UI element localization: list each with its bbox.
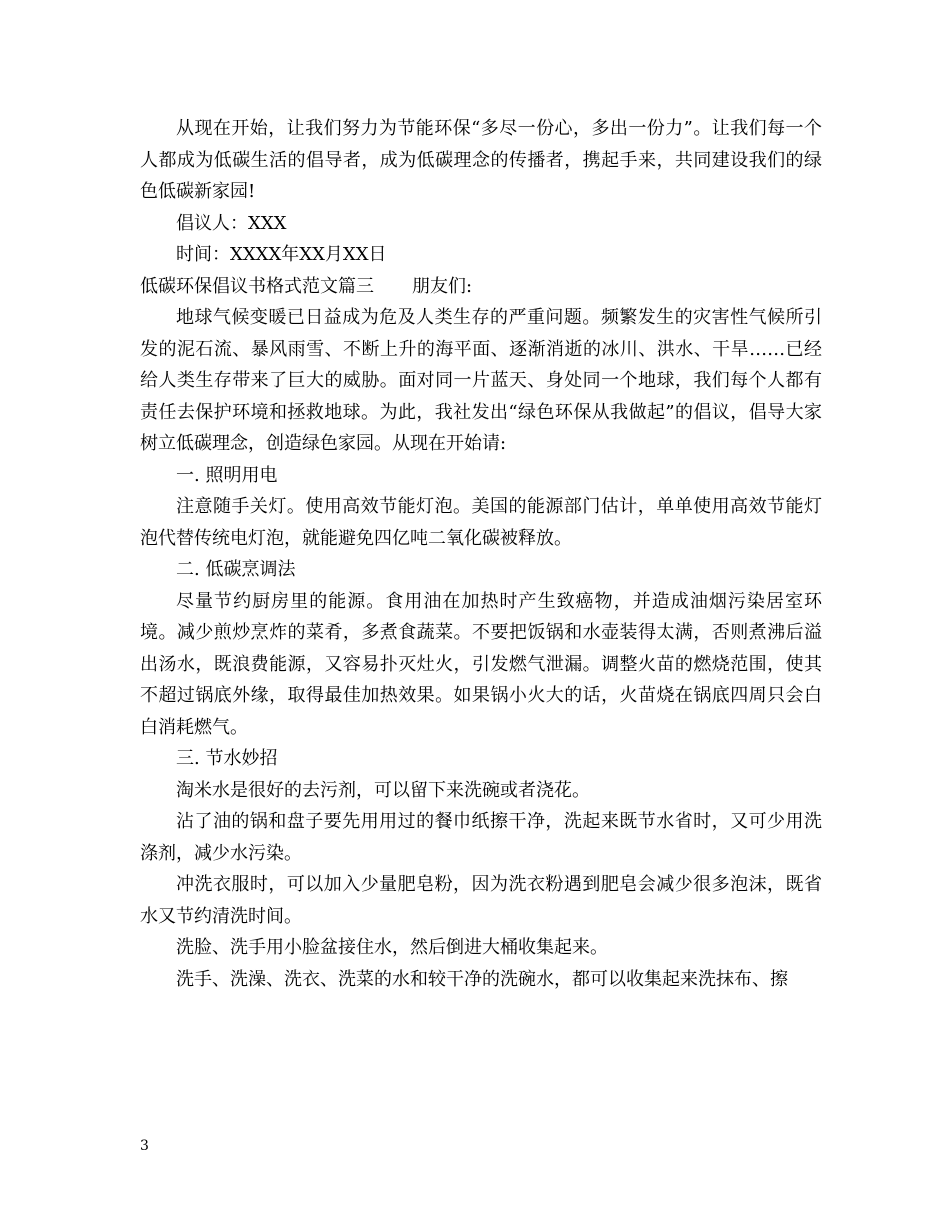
heading-water: 三. 节水妙招 (176, 748, 278, 769)
cooking-paragraph: 尽量节约厨房里的能源。食用油在加热时产生致癌物，并造成油烟污染居室环境。减少煎炒烹炸的菜肴，多煮食蔬菜。不要把饭锅和水壶装得太满，否则煮沸后溢出汤水，既浪费能源，又容易扑灭灶火，引发燃气泄漏。调整火苗的燃烧范围，使其不超过锅底外缘，取得最佳加热效果。如果锅小火大的话，火苗烧在锅底四周只会白白消耗燃气。 (140, 590, 822, 738)
page-number: 3 (140, 1138, 149, 1154)
initiator-line: 倡议人：XXX (176, 212, 287, 234)
lighting-paragraph: 注意随手关灯。使用高效节能灯泡。美国的能源部门估计，单单使用高效节能灯泡代替传统电灯泡，就能避免四亿吨二氧化碳被释放。 (140, 496, 822, 549)
water-tip-reuse: 洗手、洗澡、洗衣、洗菜的水和较干净的洗碗水，都可以收集起来洗抹布、擦 (176, 968, 788, 990)
closing-paragraph: 从现在开始，让我们努力为节能环保“多尽一份心，多出一份力”。让我们每一个人都成为低碳生活的倡导者，成为低碳理念的传播者，携起手来，共同建设我们的绿色低碳新家园! (140, 118, 822, 202)
water-tip-basin: 洗脸、洗手用小脸盆接住水，然后倒进大桶收集起来。 (176, 937, 608, 958)
heading-lighting: 一. 照明用电 (176, 464, 278, 486)
section-title: 低碳环保倡议书格式范文篇三 (140, 275, 374, 297)
water-tip-laundry: 冲洗衣服时，可以加入少量肥皂粉，因为洗衣粉遇到肥皂会减少很多泡沫，既省水又节约清洗时间。 (140, 874, 822, 927)
date-line: 时间：XXXX年XX月XX日 (176, 244, 387, 265)
heading-cooking: 二. 低碳烹调法 (176, 559, 296, 580)
water-tip-dishes: 沾了油的锅和盘子要先用用过的餐巾纸擦干净，洗起来既节水省时，又可少用洗涤剂，减少水污染。 (140, 811, 822, 864)
water-tip-rice: 淘米水是很好的去污剂，可以留下来洗碗或者浇花。 (176, 779, 590, 801)
intro-paragraph: 地球气候变暖已日益成为危及人类生存的严重问题。频繁发生的灾害性气候所引发的泥石流、暴风雨雪、不断上升的海平面、逐渐消逝的冰川、洪水、干旱……已经给人类生存带来了巨大的威胁。面对同一片蓝天、身处同一个地球，我们每个人都有责任去保护环境和拯救地球。为此，我社发出“绿色环保从我做起”的倡议，倡导大家树立低碳理念，创造绿色家园。从现在开始请: (140, 307, 822, 454)
section-heading-line (140, 271, 822, 303)
greeting: 朋友们: (412, 275, 473, 297)
document-body (140, 113, 822, 995)
